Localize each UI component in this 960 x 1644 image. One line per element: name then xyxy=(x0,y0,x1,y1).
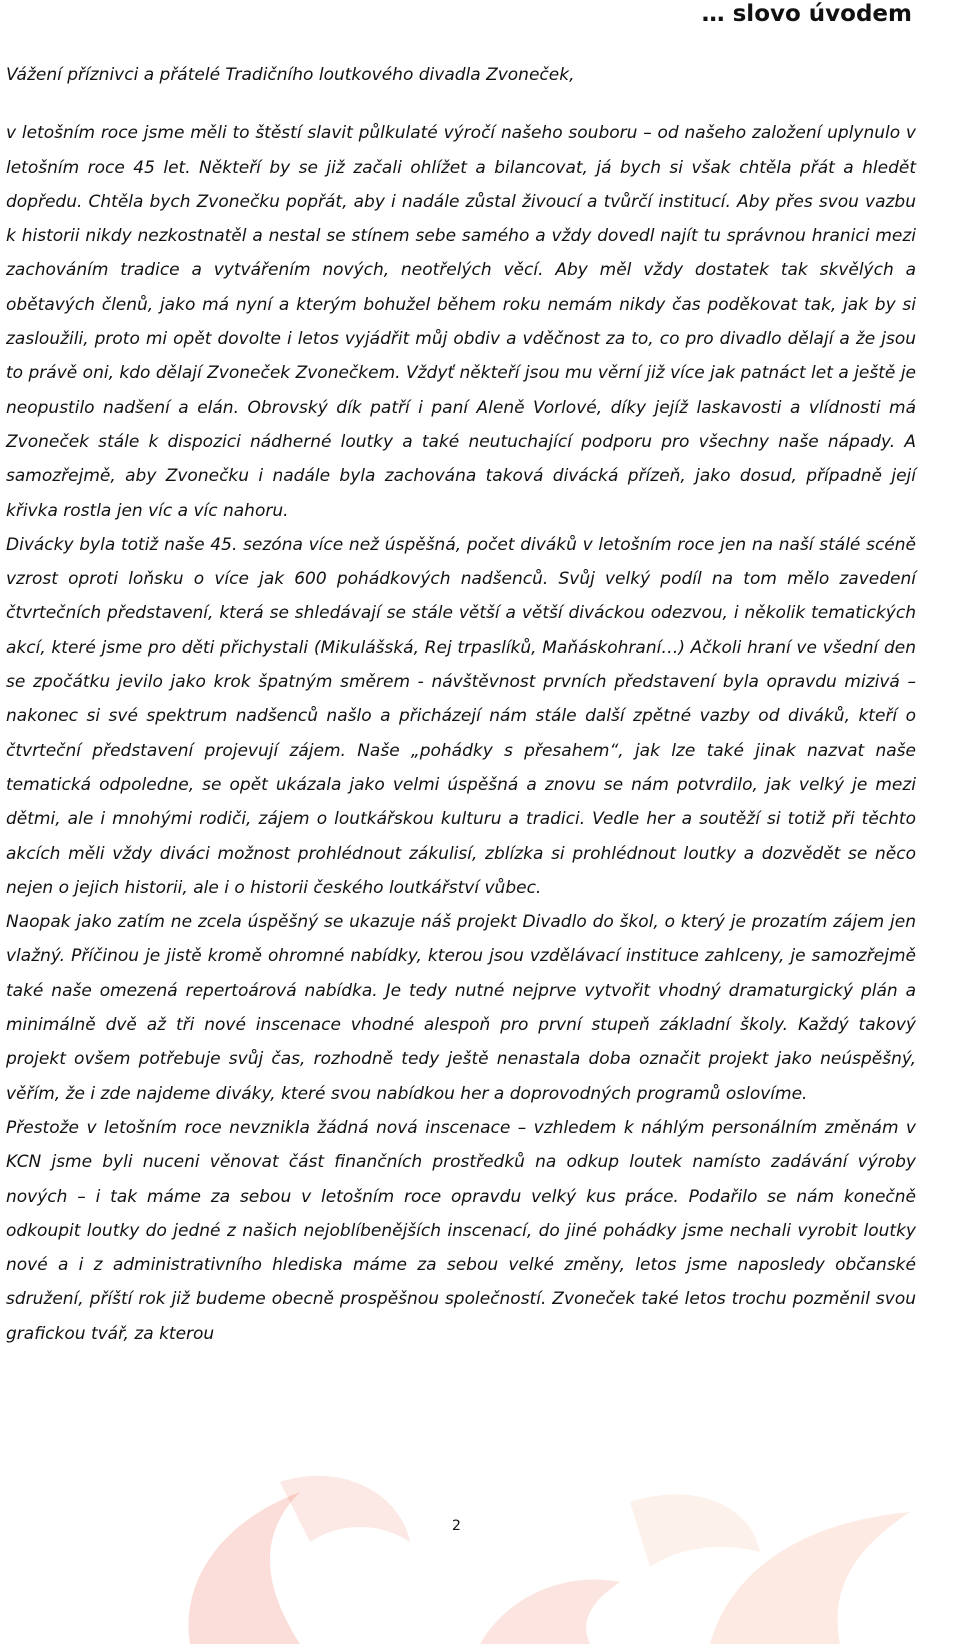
page-number: 2 xyxy=(452,1518,461,1534)
letter-greeting: Vážení příznivci a přátelé Tradičního loutkového divadla Zvoneček, xyxy=(6,65,575,85)
paragraph-schools: Naopak jako zatím ne zcela úspěšný se ukazuje náš projekt Divadlo do škol, o který je prozatím zájem jen vlažný. Příčinou je jistě kromě ohromné nabídky, kterou jsou vzdělávací instituce zahlceny, je samozřejmě také naše omezená repertoárová nabídka. Je tedy nutné nejprve vytvořit vhodný dramaturgický plán a minimálně dvě až tři nové inscenace vhodné alespoň pro první stupeň základní školy. Každý takový projekt ovšem potřebuje svůj čas, rozhodně tedy ještě nenastala doba označit projekt jako neúspěšný, věřím, že i zde najdeme diváky, které svou nabídkou her a doprovodných programů oslovíme. xyxy=(6,912,916,1104)
page-title: … slovo úvodem xyxy=(701,1,912,27)
letter-body xyxy=(6,58,916,1351)
paragraph-anniversary: v letošním roce jsme měli to štěstí slavit půlkulaté výročí našeho souboru – od našeho založení uplynulo v letošním roce 45 let. Někteří by se již začali ohlížet a bilancovat, já bych si však chtěla přát a hledět dopředu. Chtěla bych Zvonečku popřát, aby i nadále zůstal živoucí a tvůrčí institucí. Aby přes svou vazbu k historii nikdy nezkostnatěl a nestal se stínem sebe samého a vždy dovedl najít tu správnou hranici mezi zachováním tradice a vytvářením nových, neotřelých věcí. Aby měl vždy dostatek tak skvělých a obětavých členů, jako má nyní a kterým bohužel během roku nemám nikdy čas poděkovat tak, jak by si zasloužili, proto mi opět dovolte i letos vyjádřit můj obdiv a vděčnost za to, co pro divadlo dělají a že jsou to právě oni, kdo dělají Zvoneček Zvonečkem. Vždyť někteří jsou mu věrní již více jak patnáct let a ještě je neopustilo nadšení a elán. Obrovský dík patří i paní Aleně Vorlové, díky jejíž laskavosti a vlídnosti má Zvoneček stále k dispozici nádherné loutky a také neutuchající podporu pro všechny naše nápady. A samozřejmě, aby Zvonečku i nadále byla zachována taková divácká přízeň, jako dosud, případně její křivka rostla jen víc a víc nahoru. xyxy=(6,123,916,521)
watermark-right-blob xyxy=(630,1494,760,1567)
watermark-left-horn xyxy=(188,1492,300,1644)
jester-hat-logo-icon xyxy=(150,1462,950,1644)
watermark-left-bell xyxy=(280,1476,410,1542)
paragraph-changes: Přestože v letošním roce nevznikla žádná nová inscenace – vzhledem k náhlým personálním změnám v KCN jsme byli nuceni věnovat část finančních prostředků na odkup loutek namísto zadávání výroby nových – i tak máme za sebou v letošním roce opravdu velký kus práce. Podařilo se nám konečně odkoupit loutky do jedné z našich nejoblíbenějších inscenací, do jiné pohádky jsme nechali vyrobit loutky nové a i z administrativního hlediska máme za sebou velké změny, letos jsme naposledy občanské sdružení, příští rok již budeme obecně prospěšnou společností. Zvoneček také letos trochu pozměnil svou grafickou tvář, za kterou xyxy=(6,1117,916,1344)
paragraph-audience: Divácky byla totiž naše 45. sezóna více než úspěšná, počet diváků v letošním roce jen na naší stálé scéně vzrost oproti loňsku o více jak 600 pohádkových nadšenců. Svůj velký podíl na tom mělo zavedení čtvrtečních představení, která se shledávají se stále větší a větší diváckou odezvou, i několik tematických akcí, které jsme pro děti přichystali (Mikulášská, Rej trpaslíků, Maňáskohraní…) Ačkoli hraní ve všední den se zpočátku jevilo jako krok špatným směrem - návštěvnost prvních představení byla opravdu mizivá – nakonec si své spektrum nadšenců našlo a přicházejí nám stále další zpětné vazby od diváků, kteří o čtvrteční představení projevují zájem. Naše „pohádky s přesahem“, jak lze také jinak nazvat naše tematická odpoledne, se opět ukázala jako velmi úspěšná a znovu se nám potvrdilo, jak velký je mezi dětmi, ale i mnohými rodiči, zájem o loutkářskou kulturu a tradici. Vedle her a soutěží si totiž při těchto akcích měli vždy diváci možnost prohlédnout zákulisí, zblízka si prohlédnout loutky a dozvědět se něco nejen o jejich historii, ale i o historii českého loutkářství vůbec. xyxy=(6,534,916,898)
watermark-center-horn xyxy=(480,1580,620,1644)
